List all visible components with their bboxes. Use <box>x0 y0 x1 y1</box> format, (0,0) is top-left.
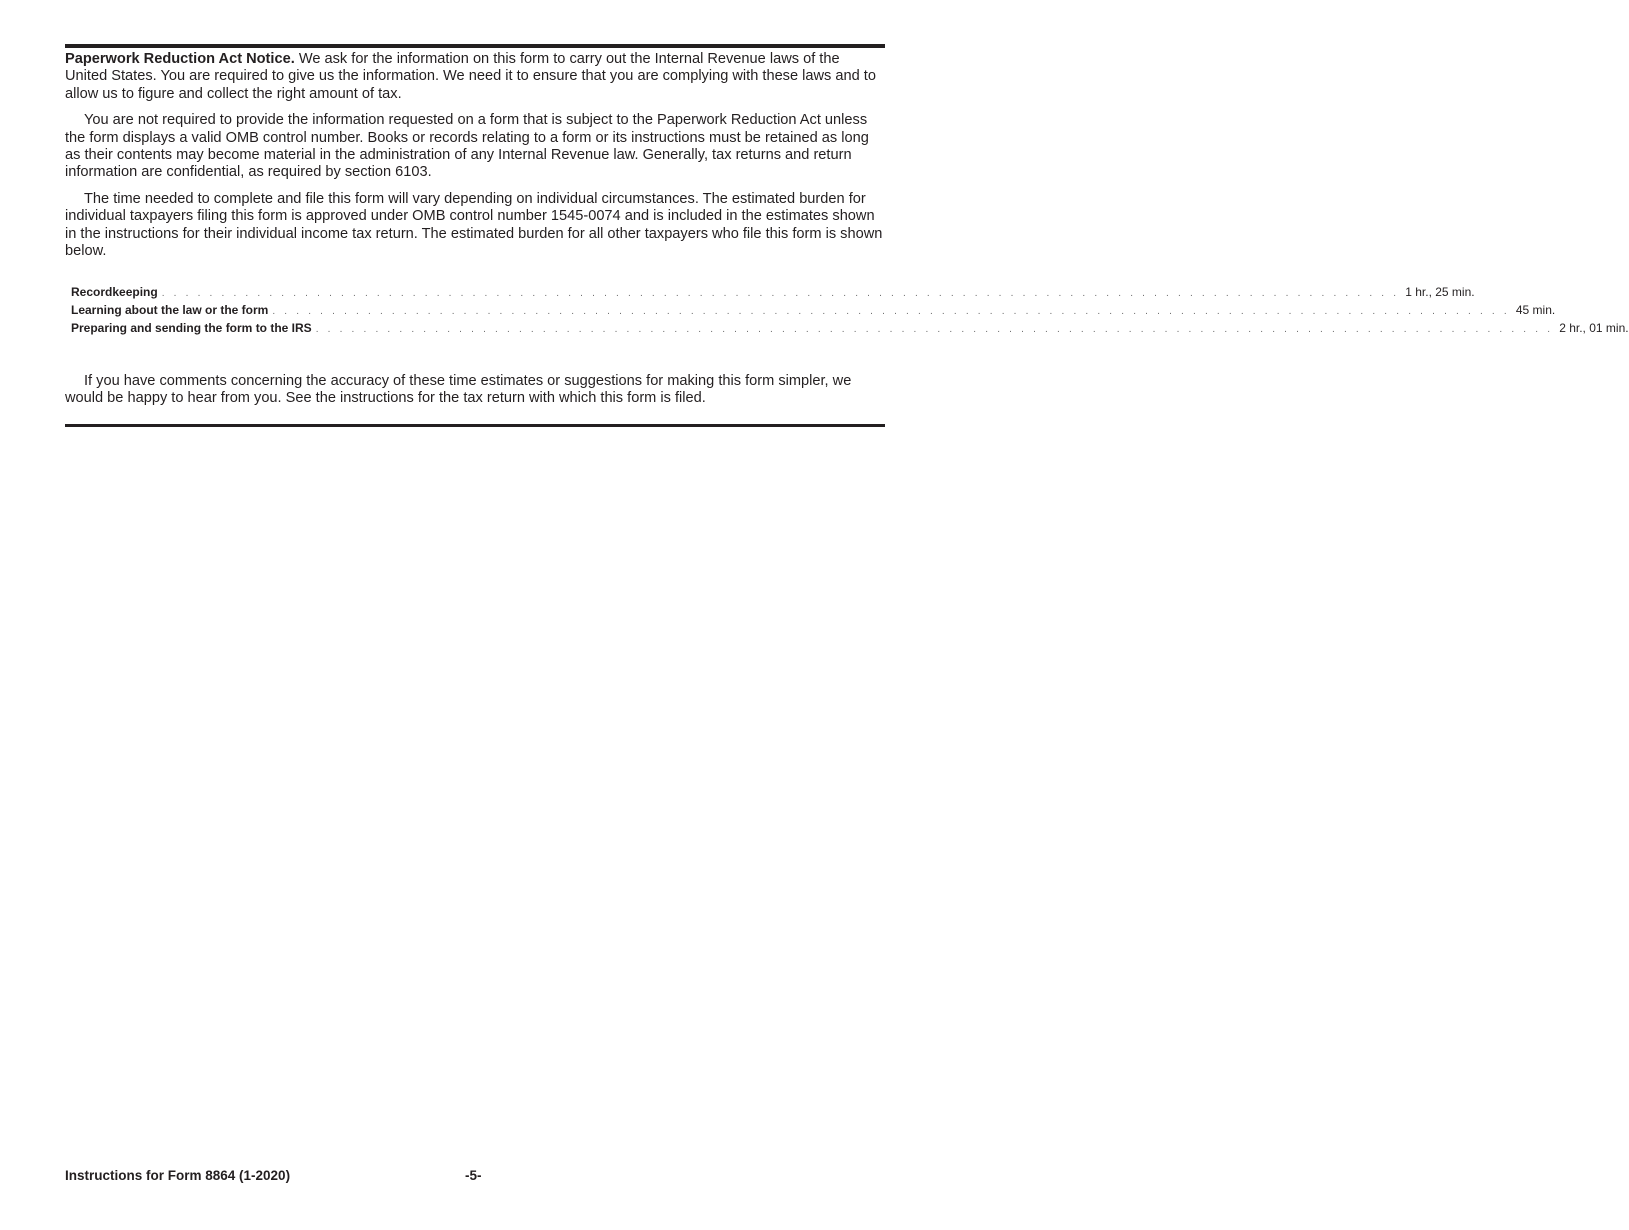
burden-value: 1 hr., 25 min. <box>1405 285 1475 299</box>
burden-row <box>71 283 1475 301</box>
notice-paragraph-1 <box>65 51 885 103</box>
notice-body <box>65 51 885 269</box>
footer-page-number: -5- <box>465 1168 482 1183</box>
closing-paragraph: If you have comments concerning the accuracy of these time estimates or suggestions for making this form simpler, we would be happy to hear from you. See the instructions for the tax return with which this form is filed. <box>65 373 852 407</box>
burden-row <box>71 301 1556 319</box>
burden-row <box>71 319 1629 337</box>
burden-table <box>71 283 1629 337</box>
bottom-rule <box>65 424 885 427</box>
burden-label: Learning about the law or the form <box>71 303 269 317</box>
notice-heading: Paperwork Reduction Act Notice. <box>65 51 295 67</box>
notice-paragraph-2: You are not required to provide the information requested on a form that is subject to the Paperwork Reduction Act unless the form displays a valid OMB control number. Books or records relating to a form or its instructions must be retained as long as their contents may become material in the administration of any Internal Revenue law. Generally, tax returns and return information are confidential, as required by section 6103. <box>65 112 869 181</box>
footer-form-title: Instructions for Form 8864 (1-2020) <box>65 1168 291 1183</box>
dot-leader: . . . . . . . . . . . . . . . . . . . . . . . . . . . . . . . . . . . . . . . . . . . . . . . . . . . . . . . . . . . . . . . . . . . . . . . . . . . . . . . . . . . . . . . . . . . . . . . . . . . . . . . . <box>161 288 1400 299</box>
top-rule <box>65 44 885 48</box>
burden-value: 45 min. <box>1515 303 1556 317</box>
dot-leader: . . . . . . . . . . . . . . . . . . . . . . . . . . . . . . . . . . . . . . . . . . . . . . . . . . . . . . . . . . . . . . . . . . . . . . . . . . . . . . . . . . . . . . . . . . . . . . . . . . . . . . . . <box>272 306 1510 317</box>
notice-paragraph-3: The time needed to complete and file this form will vary depending on individual circumstances. The estimated burden for individual taxpayers filing this form is approved under OMB control number 1545-0074 and is included in the estimates shown in the instructions for their individual income tax return. The estimated burden for all other taxpayers who file this form is shown below. <box>65 190 883 260</box>
burden-label: Recordkeeping <box>71 285 158 299</box>
dot-leader: . . . . . . . . . . . . . . . . . . . . . . . . . . . . . . . . . . . . . . . . . . . . . . . . . . . . . . . . . . . . . . . . . . . . . . . . . . . . . . . . . . . . . . . . . . . . . . . . . . . . . . . . <box>315 324 1554 335</box>
notice-intro: We ask for the information on this form to carry out the Internal Revenue laws of the United States. You are required to give us the information. We need it to ensure that you are complying with these laws and to allow us to figure and collect the right amount of tax. <box>65 51 876 102</box>
burden-label: Preparing and sending the form to the IRS <box>71 321 312 335</box>
burden-value: 2 hr., 01 min. <box>1559 321 1629 335</box>
